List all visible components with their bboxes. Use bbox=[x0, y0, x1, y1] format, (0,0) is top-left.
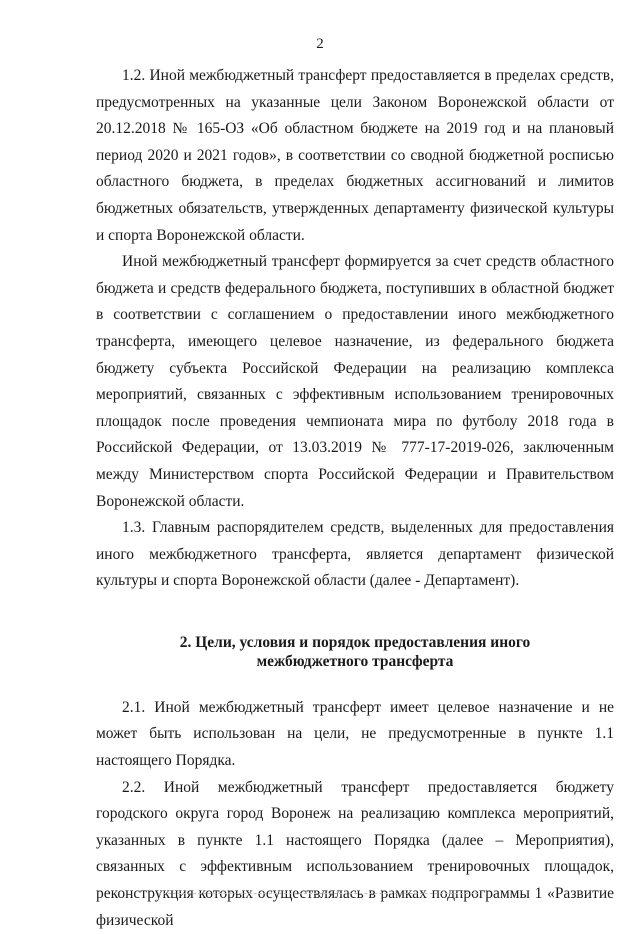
paragraph-1-2: 1.2. Иной межбюджетный трансферт предоставляется в пределах средств, предусмотренных на указанные цели Законом Воронежской области от 20.12.2018 № 165-ОЗ «Об областном бюджете на 2019 год и на плановый период 2020 и 2021 годов», в соответствии со сводной бюджетной росписью областного бюджета, в пределах бюджетных ассигнований и лимитов бюджетных обязательств, утвержденных департаменту физической культуры и спорта Воронежской области. bbox=[96, 67, 614, 244]
section-heading-line-2: межбюджетного трансферта bbox=[256, 652, 454, 670]
page-number: 2 bbox=[316, 36, 324, 52]
section-heading-line-1: 2. Цели, условия и порядок предоставления иного bbox=[179, 633, 531, 651]
paragraph-transfer-formation: Иной межбюджетный трансферт формируется за счет средств областного бюджета и средств федерального бюджета, поступивших в областной бюджет в соответствии с соглашением о предоставлении иного межбюджетного трансферта, имеющего целевое назначение, из федерального бюджета бюджету субъекта Российской Федерации на реализацию комплекса мероприятий, связанных с эффективным использованием тренировочных площадок после проведения чемпионата мира по футболу 2018 года в Российской Федерации, от 13.03.2019 № 777-17-2019-026, заключенным между Министерством спорта Российской Федерации и Правительством Воронежской области. bbox=[96, 253, 614, 510]
paragraph-2-1: 2.1. Иной межбюджетный трансферт имеет целевое назначение и не может быть использован на цели, не предусмотренные в пункте 1.1 настоящего Порядка. bbox=[96, 698, 614, 770]
document-body bbox=[96, 63, 614, 934]
paragraph-1-3: 1.3. Главным распорядителем средств, выделенных для предоставления иного межбюджетного трансферта, является департамент физической культуры и спорта Воронежской области (далее - Департамент). bbox=[96, 519, 614, 590]
page-bottom-divider bbox=[158, 893, 478, 894]
section-heading bbox=[96, 633, 614, 671]
paragraph-2-2: 2.2. Иной межбюджетный трансферт предоставляется бюджету городского округа город Воронеж на реализацию комплекса мероприятий, указанных в пункте 1.1 настоящего Порядка (далее – Мероприятия), связанных с эффективным использованием тренировочных площадок, реконструкция которых осуществлялась в рамках подпрограммы 1 «Развитие физической bbox=[96, 778, 614, 929]
